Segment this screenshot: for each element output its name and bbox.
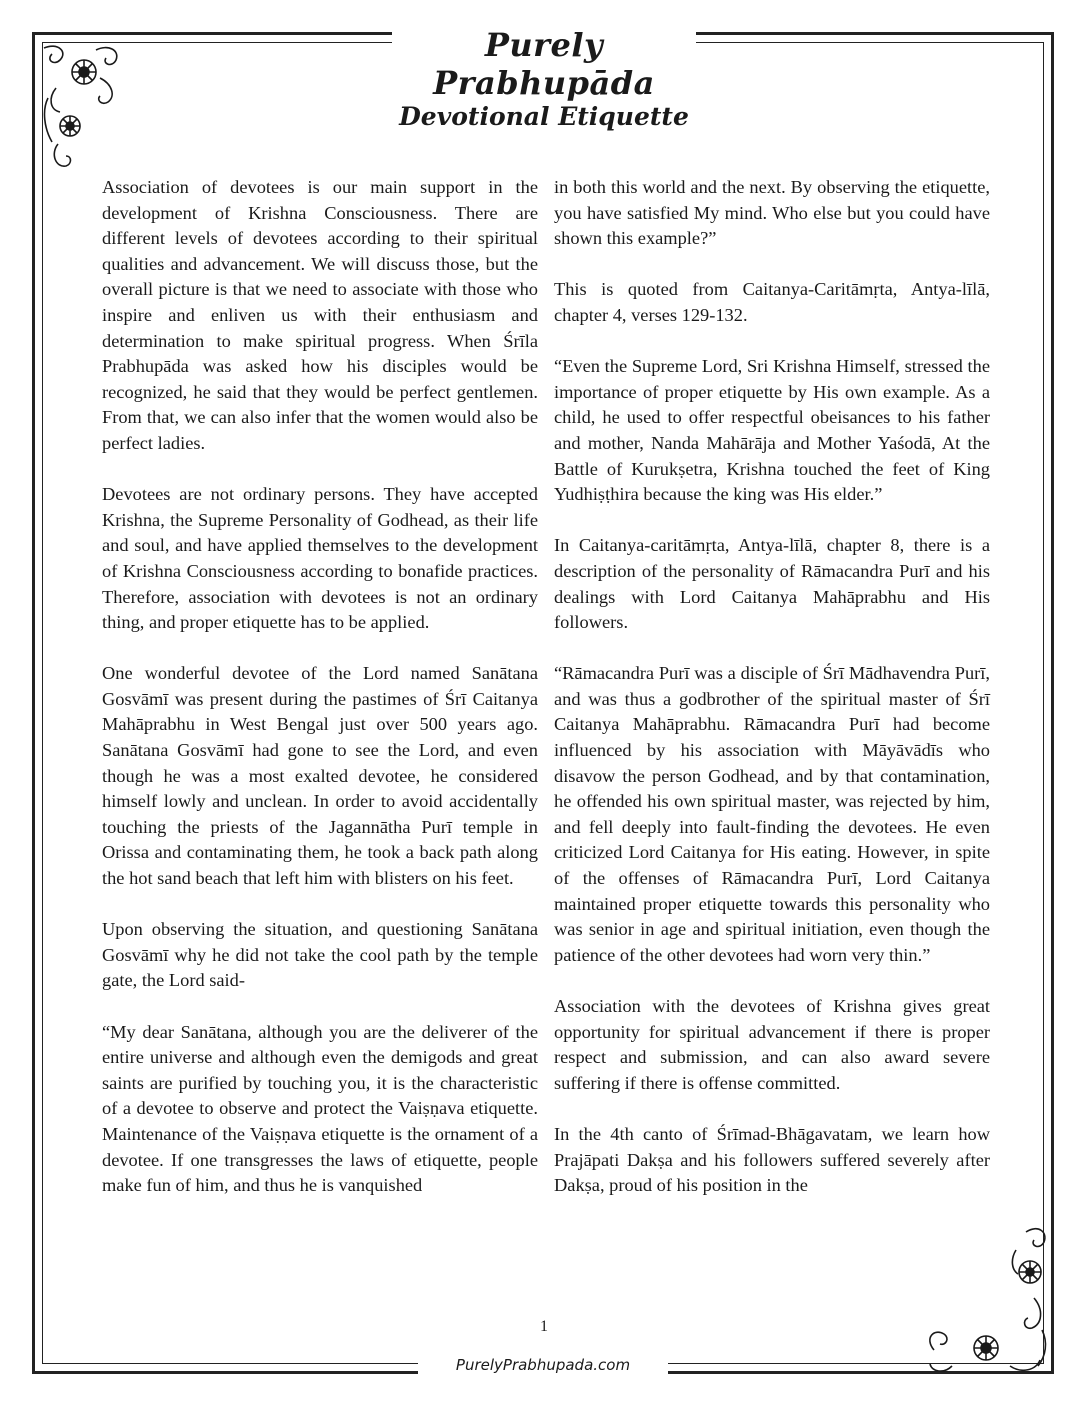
footer-url-link[interactable]: PurelyPrabhupada.com [455, 1356, 631, 1374]
paragraph: Association with the devotees of Krishna gives great opportunity for spiritual advancement if there is proper respect and submission, and can also award severe suffering if there is offense committed. [554, 996, 990, 1093]
paragraph: “My dear Sanātana, although you are the deliverer of the entire universe and although even the demigods and great saints are purified by touching you, it is the characteristic of a devotee to observe and protect the Vaiṣṇava etiquette. Maintenance of the Vaiṣṇava etiquette is the ornament of a devotee. If one transgresses the laws of etiquette, people make fun of him, and thus he is vanquished [102, 1021, 538, 1196]
paragraph: in both this world and the next. By observing the etiquette, you have satisfied My mind. Who else but you could have shown this example?” [554, 177, 990, 249]
paragraph: In Caitanya-caritāmṛta, Antya-līlā, chapter 8, there is a description of the personality of Rāmacandra Purī and his dealings with Lord Caitanya Mahāprabhu and His followers. [554, 535, 990, 633]
page-number: 1 [540, 1318, 548, 1335]
corner-ornament-bottom-right-icon [914, 1220, 1054, 1380]
paragraph: One wonderful devotee of the Lord named Sanātana Gosvāmī was present during the pastimes of Śrī Caitanya Mahāprabhu in West Bengal just over 500 years ago. Sanātana Gosvāmī had gone to see the Lord, and even though he was a most exalted devotee, he considered himself lowly and unclean. In order to avoid accidentally touching the priests of the Jagannātha Purī temple in Orissa and contaminating them, he took a back path along the hot sand beach that left him with blisters on his feet. [102, 663, 538, 889]
page-title: Devotional Etiquette [399, 102, 689, 131]
right-column [554, 175, 990, 1224]
left-column [102, 175, 538, 1224]
paragraph: This is quoted from Caitanya-Caritāmṛta, Antya-līlā, chapter 4, verses 129-132. [554, 279, 990, 325]
brand-header: Purely Prabhupāda [433, 26, 655, 102]
paragraph: Devotees are not ordinary persons. They have accepted Krishna, the Supreme Personality of Godhead, as their life and soul, and have applied themselves to the development of Krishna Consciousness according to bonafide practices. Therefore, association with devotees is not an ordinary thing, and proper etiquette has to be applied. [102, 484, 538, 633]
paragraph: Upon observing the situation, and questioning Sanātana Gosvāmī why he did not take the cool path by the temple gate, the Lord said- [102, 919, 538, 991]
paragraph: “Even the Supreme Lord, Sri Krishna Himself, stressed the importance of proper etiquette by His own example. As a child, he used to offer respectful obeisances to his father and mother, Nanda Mahārāja and Mother Yaśodā, At the Battle of Kurukṣetra, Krishna touched the feet of King Yudhiṣṭhira because the king was His elder.” [554, 356, 990, 505]
paragraph: “Rāmacandra Purī was a disciple of Śrī Mādhavendra Purī, and was thus a godbrother of the spiritual master of Śrī Caitanya Mahāprabhu. Rāmacandra Purī had become influenced by his association with Māyāvādīs who disavow the person Godhead, and by that contamination, he offended his own spiritual master, was rejected by him, and fell deeply into fault-finding the devotees. He even criticized Lord Caitanya for His eating. However, in spite of the offenses of Rāmacandra Purī, Lord Caitanya maintained proper etiquette towards this personality who was senior in age and spiritual initiation, even though the patience of the other devotees had worn very thin.” [554, 663, 990, 965]
paragraph: In the 4th canto of Śrīmad-Bhāgavatam, we learn how Prajāpati Dakṣa and his followers suffered severely after Dakṣa, proud of his position in the [554, 1123, 990, 1196]
paragraph: Association of devotees is our main support in the development of Krishna Consciousness. There are different levels of devotees according to their spiritual qualities and advancement. We will discuss those, but the overall picture is that we need to associate with those who inspire and enliven us with their enthusiasm and determination to make spiritual progress. When Śrīla Prabhupāda was asked how his disciples would be recognized, he said that they would be perfect gentlemen. From that, we can also infer that the women would also be perfect ladies. [102, 177, 538, 453]
